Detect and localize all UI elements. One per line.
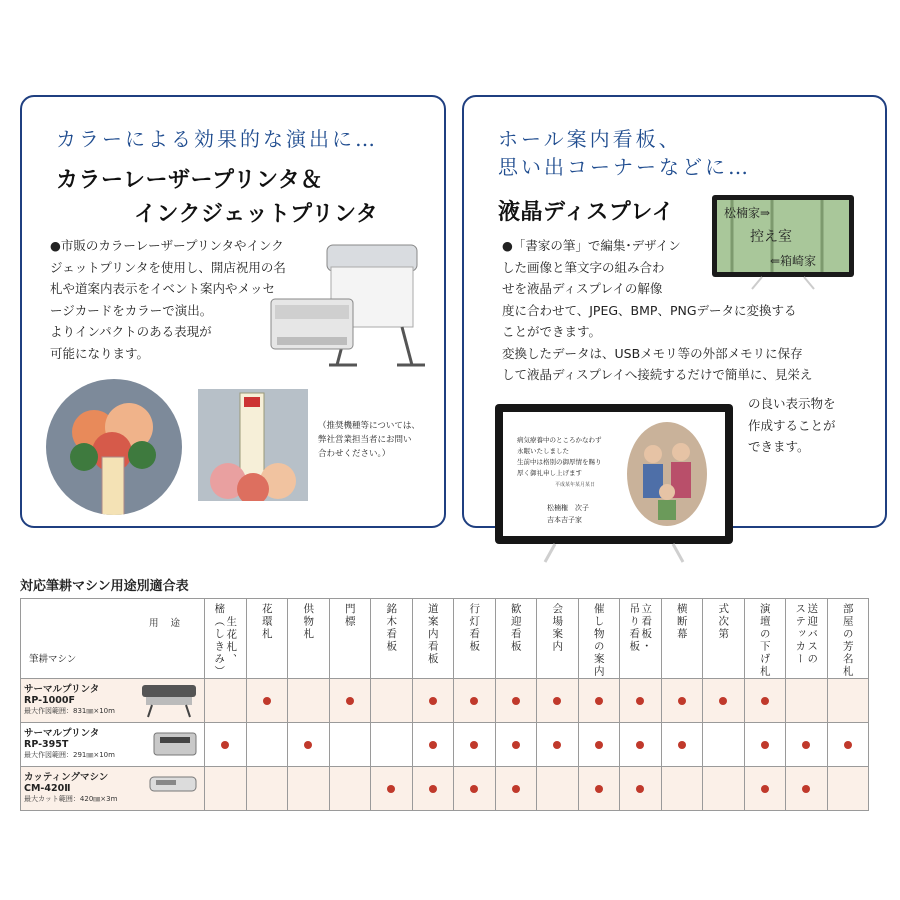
usage-cell <box>246 767 288 811</box>
usage-cell <box>703 723 745 767</box>
photo-text-line: 生前中は格別の御厚情を賜り <box>517 458 602 466</box>
usage-cell <box>412 679 454 723</box>
usage-cell <box>454 679 496 723</box>
usage-cell <box>288 679 330 723</box>
usage-cell <box>786 767 828 811</box>
compatible-mark <box>470 697 478 705</box>
column-label: 行灯看板 <box>468 603 481 653</box>
column-header <box>412 599 454 679</box>
column-header <box>288 599 330 679</box>
usage-cell <box>495 723 537 767</box>
cm-420-icon <box>148 771 198 797</box>
compatible-mark <box>761 741 769 749</box>
usage-cell <box>495 767 537 811</box>
column-label: 門標 <box>343 603 356 628</box>
right-body-line: 変換したデータは、USBメモリ等の外部メモリに保存 <box>502 345 803 361</box>
usage-cell <box>454 723 496 767</box>
column-label: 横断幕 <box>675 603 688 641</box>
right-body-line: せを液晶ディスプレイの解像 <box>502 281 663 296</box>
right-body-line: した画像と筆文字の組み合わ <box>502 259 665 275</box>
compatible-mark <box>387 785 395 793</box>
usage-cell <box>329 679 371 723</box>
column-label: 道案内看板 <box>426 603 439 666</box>
rp-1000f-icon <box>140 683 198 719</box>
usage-cell <box>371 679 413 723</box>
usage-cell <box>703 767 745 811</box>
photo-text-line: 平成某年某月某日 <box>555 482 596 488</box>
column-header <box>246 599 288 679</box>
machine-spec: 最大カット範囲：420㎜×3m <box>24 795 118 803</box>
column-label: 供物札 <box>302 603 315 641</box>
compatible-mark <box>761 697 769 705</box>
machine-cell <box>21 767 205 811</box>
compatible-mark <box>678 697 686 705</box>
compatible-mark <box>429 785 437 793</box>
usage-cell <box>620 767 662 811</box>
column-label: 式次第 <box>717 603 730 641</box>
machine-spec: 最大作図範囲：831㎜×10m <box>24 707 115 715</box>
right-body-line: して液晶ディスプレイへ接続するだけで簡単に、見栄え <box>502 367 813 382</box>
left-body-line: ●市販のカラーレーザープリンタやインク <box>50 238 284 253</box>
compatible-mark <box>512 741 520 749</box>
column-header <box>620 599 662 679</box>
usage-cell <box>246 679 288 723</box>
table-corner <box>21 599 205 679</box>
usage-cell <box>620 679 662 723</box>
table-row <box>21 767 869 811</box>
compatible-mark <box>304 741 312 749</box>
usage-cell <box>205 679 247 723</box>
column-label: 歓迎看板 <box>509 603 522 653</box>
compatible-mark <box>470 785 478 793</box>
column-header <box>371 599 413 679</box>
right-body-line: ●「書家の筆」で編集･デザイン <box>502 238 681 253</box>
compatible-mark <box>636 785 644 793</box>
compatible-mark <box>512 697 520 705</box>
note-line: 弊社営業担当者にお問い <box>318 435 412 445</box>
note-line: 合わせください。） <box>318 449 391 459</box>
compatible-mark <box>263 697 271 705</box>
recommended-models-note <box>318 419 420 461</box>
usage-cell <box>661 767 703 811</box>
column-header <box>537 599 579 679</box>
usage-cell <box>620 723 662 767</box>
photo-text-line: 松楠権 次子 <box>547 504 589 512</box>
compatible-mark <box>802 785 810 793</box>
column-header <box>205 599 247 679</box>
column-header <box>661 599 703 679</box>
usage-cell <box>246 723 288 767</box>
usage-cell <box>578 679 620 723</box>
left-heading-line2: インクジェットプリンタ <box>134 202 379 227</box>
lcd-memorial-display-illustration <box>495 404 735 564</box>
right-heading: 液晶ディスプレイ <box>498 200 675 225</box>
usage-cell <box>578 723 620 767</box>
compatible-mark <box>719 697 727 705</box>
photo-text-line: 吉本吉子家 <box>547 516 582 524</box>
column-header <box>578 599 620 679</box>
photo-text-line: 永眠いたしました <box>517 447 569 455</box>
machine-cell <box>21 723 205 767</box>
usage-cell <box>371 723 413 767</box>
usage-cell <box>786 679 828 723</box>
compatible-mark <box>636 741 644 749</box>
usage-cell <box>412 723 454 767</box>
usage-cell <box>288 767 330 811</box>
usage-cell <box>744 767 786 811</box>
usage-cell <box>495 679 537 723</box>
left-tagline: カラーによる効果的な演出に… <box>56 127 378 151</box>
machine-type: サーマルプリンタ <box>24 728 100 739</box>
table-row <box>21 679 869 723</box>
usage-cell <box>744 679 786 723</box>
sign-line-1: 松楠家⇒ <box>724 206 771 220</box>
left-body-line: よりインパクトのある表現が <box>50 324 212 339</box>
compatible-mark <box>429 697 437 705</box>
left-body-line: ージカードをカラーで演出。 <box>50 302 213 318</box>
compatible-mark <box>761 785 769 793</box>
compatible-mark <box>553 741 561 749</box>
column-label: 送迎バスの ステッカー <box>794 603 819 666</box>
flower-stand-photo <box>44 377 184 517</box>
machine-model: RP-395T <box>24 739 69 750</box>
right-body <box>502 235 812 386</box>
right-body-line: できます。 <box>748 439 810 454</box>
sign-line-3: ⇐箱崎家 <box>770 254 817 268</box>
compatible-mark <box>678 741 686 749</box>
column-header <box>495 599 537 679</box>
column-header <box>744 599 786 679</box>
usage-cell <box>205 767 247 811</box>
usage-cell <box>288 723 330 767</box>
column-label: 催し物の案内 <box>592 603 605 678</box>
note-line: （推奨機種等については、 <box>318 421 420 431</box>
compatible-mark <box>221 741 229 749</box>
corner-usage-label: 用途 <box>148 618 192 629</box>
right-body-line: ことができます。 <box>502 324 602 339</box>
compatible-mark <box>595 697 603 705</box>
photo-text-line: 厚く御礼申し上げます <box>517 469 582 477</box>
usage-cell <box>827 679 869 723</box>
column-header <box>454 599 496 679</box>
column-header <box>329 599 371 679</box>
usage-cell <box>537 679 579 723</box>
table-header-row <box>21 599 869 679</box>
color-printer-panel <box>20 95 446 528</box>
machine-cell <box>21 679 205 723</box>
column-label: 生花札、 樒（しきみ） <box>213 603 238 678</box>
machine-spec: 最大作図範囲：291㎜×10m <box>24 751 115 759</box>
compatible-mark <box>636 697 644 705</box>
rp-395t-icon <box>152 727 198 759</box>
machine-model: RP-1000F <box>24 695 75 706</box>
column-label: 会場案内 <box>551 603 564 653</box>
usage-cell <box>578 767 620 811</box>
right-body-line: の良い表示物を <box>748 396 836 411</box>
right-body-line: 作成することが <box>748 417 836 433</box>
sign-photo <box>198 389 308 501</box>
column-header <box>786 599 828 679</box>
right-body-tail <box>748 393 836 458</box>
compatibility-table-title: 対応筆耕マシン用途別適合表 <box>20 579 189 594</box>
column-label: 演壇の下げ札 <box>758 603 771 678</box>
usage-cell <box>329 723 371 767</box>
left-body <box>50 235 286 364</box>
usage-cell <box>661 723 703 767</box>
column-label: 部屋の芳名札 <box>841 603 854 678</box>
usage-cell <box>412 767 454 811</box>
corner-machine-label: 筆耕マシン <box>29 654 77 665</box>
usage-cell <box>827 723 869 767</box>
column-label: 立看板・ 吊り看板 <box>628 603 653 653</box>
left-heading-line1: カラーレーザープリンタ＆ <box>56 168 323 193</box>
machine-model: CM-420Ⅱ <box>24 783 71 794</box>
compatible-mark <box>595 785 603 793</box>
machine-type: サーマルプリンタ <box>24 684 100 695</box>
table-row <box>21 723 869 767</box>
usage-cell <box>703 679 745 723</box>
column-label: 銘木看板 <box>385 603 398 653</box>
usage-cell <box>744 723 786 767</box>
compatible-mark <box>470 741 478 749</box>
compatible-mark <box>429 741 437 749</box>
printer-illustration <box>267 237 432 377</box>
compatible-mark <box>553 697 561 705</box>
compatible-mark <box>595 741 603 749</box>
left-body-line: ジェットプリンタを使用し、開店祝用の名 <box>50 259 286 275</box>
usage-cell <box>205 723 247 767</box>
right-tagline-line2: 思い出コーナーなどに… <box>498 155 751 179</box>
usage-cell <box>329 767 371 811</box>
column-label: 花環札 <box>260 603 273 641</box>
compatible-mark <box>844 741 852 749</box>
compatible-mark <box>346 697 354 705</box>
column-header <box>827 599 869 679</box>
left-body-line: 可能になります。 <box>50 345 150 361</box>
usage-cell <box>537 723 579 767</box>
usage-cell <box>537 767 579 811</box>
right-body-line: 度に合わせて、JPEG、BMP、PNGデータに変換する <box>502 302 797 318</box>
usage-cell <box>371 767 413 811</box>
left-body-line: 札や道案内表示をイベント案内やメッセ <box>50 281 276 296</box>
usage-cell <box>661 679 703 723</box>
right-tagline-line1: ホール案内看板、 <box>498 127 682 151</box>
compatible-mark <box>512 785 520 793</box>
compatibility-table <box>20 598 869 811</box>
usage-cell <box>454 767 496 811</box>
sign-line-2: 控え室 <box>750 229 792 245</box>
compatible-mark <box>802 741 810 749</box>
usage-cell <box>786 723 828 767</box>
column-header <box>703 599 745 679</box>
photo-text-line: 病気療養中のところかなわず <box>517 436 602 444</box>
usage-cell <box>827 767 869 811</box>
machine-type: カッティングマシン <box>24 772 109 783</box>
